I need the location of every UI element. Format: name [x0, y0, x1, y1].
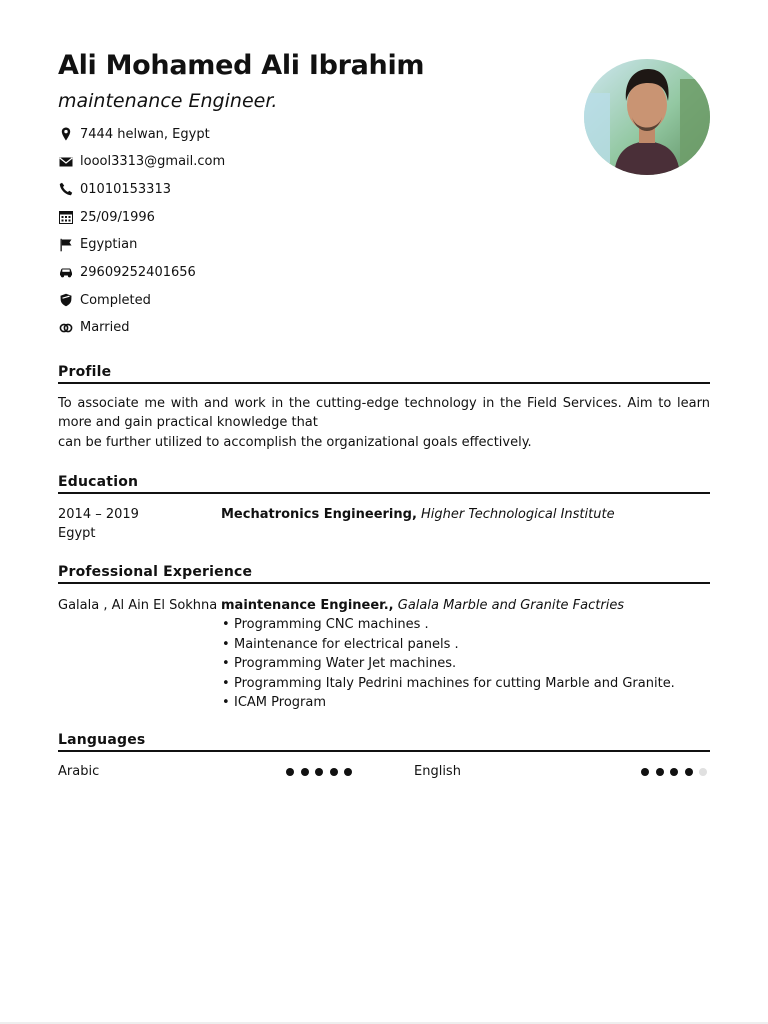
rating-dot-filled — [315, 768, 323, 776]
experience-entry — [221, 596, 675, 712]
experience-company: Galala Marble and Granite Factries — [397, 598, 625, 613]
contact-id-number-text: 29609252401656 — [80, 264, 196, 280]
rating-dot-filled — [670, 768, 678, 776]
profile-photo — [584, 59, 710, 175]
language-name-english: English — [414, 764, 461, 779]
rating-dot-filled — [656, 768, 664, 776]
contact-address-text: 7444 helwan, Egypt — [80, 126, 210, 142]
contact-phone-text: 01010153313 — [80, 181, 171, 197]
contact-address — [58, 124, 225, 144]
education-school: Higher Technological Institute — [421, 507, 615, 522]
list-item: • Programming Italy Pedrini machines for cutting Marble and Granite. — [221, 674, 675, 693]
list-item: • ICAM Program — [221, 693, 675, 712]
contact-id-number — [58, 262, 225, 282]
profile-text-line: To associate me with and work in the cutting-edge technology in the Field Services. Aim to learn more and gain practical knowledge that — [58, 396, 710, 431]
contact-marital-status — [58, 318, 225, 338]
profile-text-line: can be further utilized to accomplish the organizational goals effectively. — [58, 434, 532, 450]
experience-location: Galala , Al Ain El Sokhna — [58, 598, 218, 613]
rating-dot-filled — [330, 768, 338, 776]
rings-icon — [58, 321, 74, 335]
rating-dot-empty — [699, 768, 707, 776]
contact-birthdate-text: 25/09/1996 — [80, 209, 155, 225]
car-icon — [58, 265, 74, 279]
experience-heading: Professional Experience — [58, 564, 710, 584]
experience-role: maintenance Engineer., — [221, 598, 394, 613]
calendar-icon — [58, 210, 74, 224]
contact-marital-status-text: Married — [80, 320, 130, 336]
profile-summary — [58, 394, 710, 452]
candidate-name: Ali Mohamed Ali Ibrahim — [58, 50, 425, 81]
education-entry — [221, 505, 615, 524]
contact-email-text: loool3313@gmail.com — [80, 154, 226, 170]
education-meta — [58, 505, 139, 544]
contact-military-status — [58, 290, 225, 310]
rating-dot-filled — [685, 768, 693, 776]
location-pin-icon — [58, 127, 74, 141]
list-item: • Programming CNC machines . — [221, 615, 675, 634]
shield-icon — [58, 293, 74, 307]
phone-icon — [58, 182, 74, 196]
language-rating-arabic — [286, 768, 359, 776]
experience-bullet-list — [221, 615, 675, 712]
contact-email — [58, 152, 225, 172]
language-rating-english — [641, 768, 714, 776]
education-location: Egypt — [58, 526, 96, 542]
education-period: 2014 – 2019 — [58, 507, 139, 522]
languages-heading: Languages — [58, 732, 710, 752]
contact-birthdate — [58, 207, 225, 227]
profile-heading: Profile — [58, 364, 710, 384]
rating-dot-filled — [641, 768, 649, 776]
language-name-arabic: Arabic — [58, 764, 100, 779]
rating-dot-filled — [344, 768, 352, 776]
flag-icon — [58, 238, 74, 252]
job-title: maintenance Engineer. — [58, 90, 278, 112]
education-heading: Education — [58, 474, 710, 494]
education-degree: Mechatronics Engineering, — [221, 507, 417, 522]
rating-dot-filled — [286, 768, 294, 776]
contact-list — [58, 124, 225, 346]
contact-phone — [58, 179, 225, 199]
experience-header — [221, 596, 675, 615]
contact-military-status-text: Completed — [80, 292, 151, 308]
contact-nationality — [58, 235, 225, 255]
rating-dot-filled — [301, 768, 309, 776]
envelope-icon — [58, 155, 74, 169]
list-item: • Maintenance for electrical panels . — [221, 635, 675, 654]
list-item: • Programming Water Jet machines. — [221, 654, 675, 673]
contact-nationality-text: Egyptian — [80, 237, 138, 253]
